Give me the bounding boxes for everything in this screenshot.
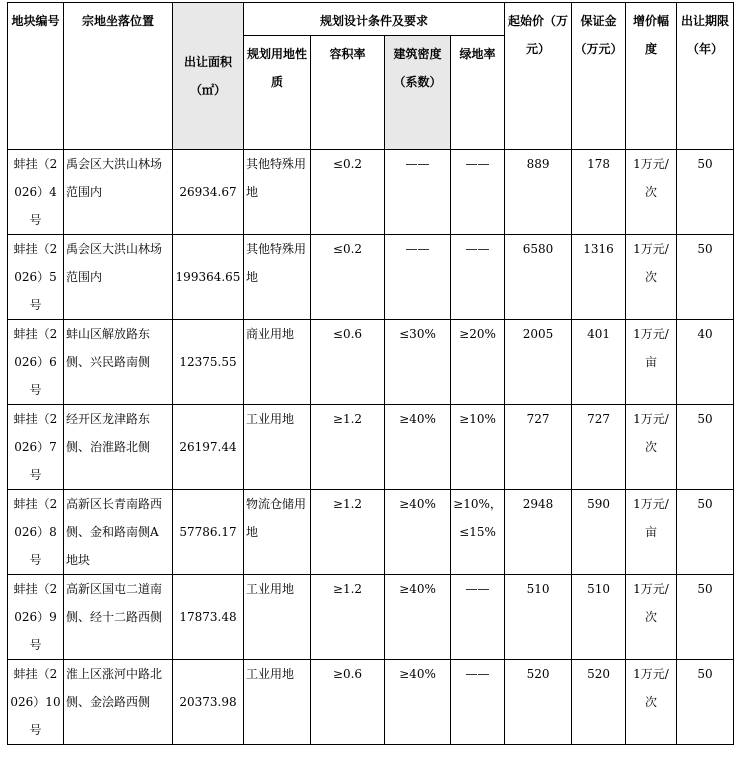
increment-cell: 1万元/次 xyxy=(626,660,677,745)
table-row xyxy=(8,150,734,235)
land-use-cell: 工业用地 xyxy=(244,575,311,660)
land-use-cell: 工业用地 xyxy=(244,405,311,490)
green-rate-cell: ≥10% xyxy=(451,405,505,490)
green-rate-cell: —— xyxy=(451,150,505,235)
parcel-no-cell: 蚌挂（2026）6号 xyxy=(8,320,64,405)
land-parcel-table xyxy=(7,2,734,745)
plot-ratio-cell: ≤0.2 xyxy=(311,235,385,320)
parcel-no-cell: 蚌挂（2026）7号 xyxy=(8,405,64,490)
area-cell: 199364.65 xyxy=(173,235,244,320)
header-start-price: 起始价（万元） xyxy=(505,3,572,150)
parcel-no-cell: 蚌挂（2026）5号 xyxy=(8,235,64,320)
table-row xyxy=(8,660,734,745)
term-cell: 50 xyxy=(677,660,734,745)
area-cell: 20373.98 xyxy=(173,660,244,745)
green-rate-cell: —— xyxy=(451,235,505,320)
location-cell: 蚌山区解放路东侧、兴民路南侧 xyxy=(64,320,173,405)
start-price-cell: 727 xyxy=(505,405,572,490)
term-cell: 50 xyxy=(677,150,734,235)
header-green-rate: 绿地率 xyxy=(451,36,505,150)
increment-cell: 1万元/亩 xyxy=(626,490,677,575)
green-rate-cell: ≥10%，≤15% xyxy=(451,490,505,575)
term-cell: 50 xyxy=(677,405,734,490)
area-cell: 57786.17 xyxy=(173,490,244,575)
increment-cell: 1万元/次 xyxy=(626,235,677,320)
header-parcel-no: 地块编号 xyxy=(8,3,64,150)
table-row xyxy=(8,320,734,405)
building-density-cell: ≥40% xyxy=(385,405,451,490)
plot-ratio-cell: ≥1.2 xyxy=(311,405,385,490)
header-term: 出让期限（年） xyxy=(677,3,734,150)
location-cell: 淮上区涨河中路北侧、金浍路西侧 xyxy=(64,660,173,745)
table-row xyxy=(8,235,734,320)
location-cell: 禹会区大洪山林场范围内 xyxy=(64,150,173,235)
plot-ratio-cell: ≥1.2 xyxy=(311,490,385,575)
table-row xyxy=(8,405,734,490)
increment-cell: 1万元/亩 xyxy=(626,320,677,405)
parcel-no-cell: 蚌挂（2026）10号 xyxy=(8,660,64,745)
header-building-density: 建筑密度（系数） xyxy=(385,36,451,150)
green-rate-cell: —— xyxy=(451,660,505,745)
plot-ratio-cell: ≤0.6 xyxy=(311,320,385,405)
start-price-cell: 6580 xyxy=(505,235,572,320)
land-use-cell: 其他特殊用地 xyxy=(244,150,311,235)
building-density-cell: —— xyxy=(385,150,451,235)
term-cell: 50 xyxy=(677,235,734,320)
land-use-cell: 工业用地 xyxy=(244,660,311,745)
building-density-cell: ≥40% xyxy=(385,575,451,660)
deposit-cell: 520 xyxy=(572,660,626,745)
deposit-cell: 510 xyxy=(572,575,626,660)
deposit-cell: 401 xyxy=(572,320,626,405)
land-use-cell: 其他特殊用地 xyxy=(244,235,311,320)
land-use-cell: 物流仓储用地 xyxy=(244,490,311,575)
location-cell: 经开区龙津路东侧、治淮路北侧 xyxy=(64,405,173,490)
increment-cell: 1万元/次 xyxy=(626,575,677,660)
green-rate-cell: ≥20% xyxy=(451,320,505,405)
table-row xyxy=(8,490,734,575)
deposit-cell: 727 xyxy=(572,405,626,490)
table-row xyxy=(8,575,734,660)
increment-cell: 1万元/次 xyxy=(626,150,677,235)
deposit-cell: 178 xyxy=(572,150,626,235)
deposit-cell: 1316 xyxy=(572,235,626,320)
header-planning-conditions: 规划设计条件及要求 xyxy=(244,3,505,36)
start-price-cell: 510 xyxy=(505,575,572,660)
header-increment: 增价幅度 xyxy=(626,3,677,150)
parcel-no-cell: 蚌挂（2026）4号 xyxy=(8,150,64,235)
parcel-no-cell: 蚌挂（2026）9号 xyxy=(8,575,64,660)
building-density-cell: —— xyxy=(385,235,451,320)
plot-ratio-cell: ≥1.2 xyxy=(311,575,385,660)
area-cell: 17873.48 xyxy=(173,575,244,660)
parcel-no-cell: 蚌挂（2026）8号 xyxy=(8,490,64,575)
plot-ratio-cell: ≥0.6 xyxy=(311,660,385,745)
start-price-cell: 520 xyxy=(505,660,572,745)
header-area: 出让面积（㎡） xyxy=(173,3,244,150)
location-cell: 高新区长青南路西侧、金和路南侧A地块 xyxy=(64,490,173,575)
start-price-cell: 2005 xyxy=(505,320,572,405)
location-cell: 禹会区大洪山林场范围内 xyxy=(64,235,173,320)
plot-ratio-cell: ≤0.2 xyxy=(311,150,385,235)
area-cell: 26197.44 xyxy=(173,405,244,490)
building-density-cell: ≥40% xyxy=(385,490,451,575)
header-plot-ratio: 容积率 xyxy=(311,36,385,150)
term-cell: 50 xyxy=(677,575,734,660)
green-rate-cell: —— xyxy=(451,575,505,660)
land-use-cell: 商业用地 xyxy=(244,320,311,405)
area-cell: 26934.67 xyxy=(173,150,244,235)
deposit-cell: 590 xyxy=(572,490,626,575)
header-location: 宗地坐落位置 xyxy=(64,3,173,150)
term-cell: 40 xyxy=(677,320,734,405)
start-price-cell: 889 xyxy=(505,150,572,235)
start-price-cell: 2948 xyxy=(505,490,572,575)
area-cell: 12375.55 xyxy=(173,320,244,405)
increment-cell: 1万元/次 xyxy=(626,405,677,490)
building-density-cell: ≥40% xyxy=(385,660,451,745)
term-cell: 50 xyxy=(677,490,734,575)
location-cell: 高新区国屯二道南侧、经十二路西侧 xyxy=(64,575,173,660)
header-deposit: 保证金（万元） xyxy=(572,3,626,150)
building-density-cell: ≤30% xyxy=(385,320,451,405)
header-land-use: 规划用地性质 xyxy=(244,36,311,150)
